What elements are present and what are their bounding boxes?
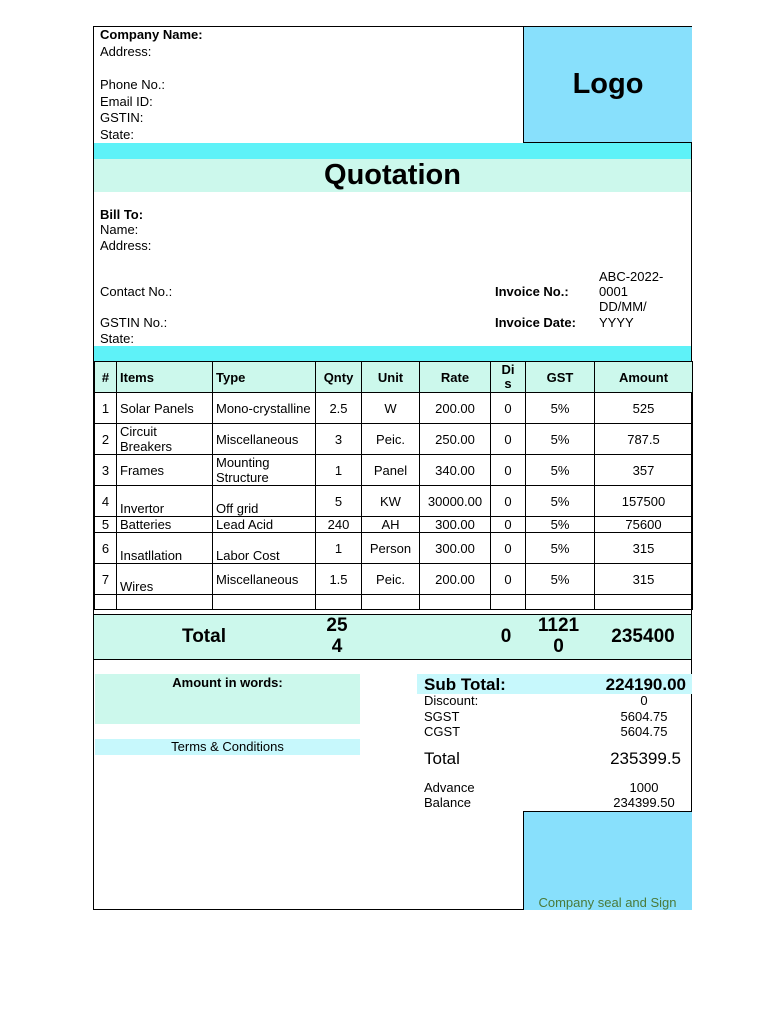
company-state-label: State:	[100, 127, 134, 142]
bill-to-name-label: Name:	[100, 222, 139, 237]
row-item: Circuit Breakers	[117, 424, 213, 455]
row-number: 7	[95, 564, 117, 595]
advance-label: Advance	[424, 780, 475, 795]
row-number: 3	[95, 455, 117, 486]
row-rate: 200.00	[420, 564, 491, 595]
company-name-label: Company Name:	[100, 27, 203, 42]
row-rate: 300.00	[420, 517, 491, 533]
totals-label: Total	[182, 626, 226, 647]
sgst-label: SGST	[424, 709, 460, 724]
invoice-date-line2: YYYY	[599, 315, 634, 330]
row-type: Labor Cost	[213, 533, 316, 564]
row-rate: 340.00	[420, 455, 491, 486]
row-discount: 0	[491, 393, 526, 424]
col-amount-header: Amount	[595, 362, 693, 393]
invoice-number-line1: ABC-2022-	[599, 269, 664, 284]
row-gst: 5%	[526, 455, 595, 486]
row-qty: 3	[316, 424, 362, 455]
col-number-header: #	[95, 362, 117, 393]
logo-placeholder: Logo	[523, 27, 692, 143]
totals-amount: 235400	[611, 626, 675, 647]
row-amount: 357	[595, 455, 693, 486]
bill-to-gstin-label: GSTIN No.:	[100, 315, 168, 330]
row-discount: 0	[491, 486, 526, 517]
balance-label: Balance	[424, 795, 471, 810]
row-discount: 0	[491, 517, 526, 533]
table-top-band	[94, 346, 691, 361]
row-qty: 2.5	[316, 393, 362, 424]
discount-value: 0	[640, 693, 648, 708]
row-discount: 0	[491, 424, 526, 455]
row-gst: 5%	[526, 533, 595, 564]
amount-in-words-box	[95, 674, 360, 724]
row-gst: 5%	[526, 517, 595, 533]
invoice-number-label: Invoice No.:	[495, 284, 569, 299]
row-gst: 5%	[526, 486, 595, 517]
row-rate: 250.00	[420, 424, 491, 455]
balance-value: 234399.50	[613, 795, 675, 810]
row-amount: 315	[595, 564, 693, 595]
company-address-label: Address:	[100, 44, 152, 59]
col-items-header: Items	[117, 362, 213, 393]
subtotal-row	[417, 674, 692, 694]
company-seal-box	[523, 811, 692, 910]
row-qty: 1	[316, 533, 362, 564]
company-email-label: Email ID:	[100, 94, 153, 109]
row-unit: KW	[362, 486, 420, 517]
totals-discount: 0	[500, 626, 512, 647]
row-qty: 1.5	[316, 564, 362, 595]
row-type: Off grid	[213, 486, 316, 517]
totals-row	[94, 614, 691, 660]
company-seal-label: Company seal and Sign	[538, 895, 677, 910]
row-unit: W	[362, 393, 420, 424]
sgst-value: 5604.75	[620, 709, 668, 724]
row-unit: Peic.	[362, 424, 420, 455]
totals-gst-line2: 0	[553, 636, 564, 657]
row-amount: 787.5	[595, 424, 693, 455]
row-item: Batteries	[117, 517, 213, 533]
subtotal-label: Sub Total:	[424, 675, 506, 694]
row-rate: 200.00	[420, 393, 491, 424]
row-rate: 300.00	[420, 533, 491, 564]
totals-qty-line2: 4	[331, 636, 343, 657]
totals-qty-line1: 25	[326, 615, 348, 636]
table-row	[95, 486, 693, 517]
discount-label: Discount:	[424, 693, 479, 708]
row-number: 4	[95, 486, 117, 517]
grand-total-value: 235399.5	[610, 749, 681, 768]
row-unit: Panel	[362, 455, 420, 486]
bill-to-state-label: State:	[100, 331, 134, 346]
row-discount: 0	[491, 533, 526, 564]
row-gst: 5%	[526, 393, 595, 424]
table-row	[95, 424, 693, 455]
col-unit-header: Unit	[362, 362, 420, 393]
col-qnty-header: Qnty	[316, 362, 362, 393]
col-gst-header: GST	[526, 362, 595, 393]
invoice-number-line2: 0001	[599, 284, 628, 299]
row-unit: Peic.	[362, 564, 420, 595]
row-gst: 5%	[526, 564, 595, 595]
terms-conditions-label: Terms & Conditions	[95, 739, 360, 755]
row-unit: Person	[362, 533, 420, 564]
row-type: Miscellaneous	[213, 424, 316, 455]
bill-to-heading: Bill To:	[100, 207, 144, 222]
company-gstin-label: GSTIN:	[100, 110, 144, 125]
quotation-sheet	[93, 26, 692, 910]
row-amount: 525	[595, 393, 693, 424]
row-item: Insatllation	[117, 533, 213, 564]
row-amount: 315	[595, 533, 693, 564]
table-row	[95, 393, 693, 424]
row-item: Solar Panels	[117, 393, 213, 424]
bill-to-contact-label: Contact No.:	[100, 284, 173, 299]
cgst-value: 5604.75	[620, 724, 668, 739]
row-number: 1	[95, 393, 117, 424]
col-rate-header: Rate	[420, 362, 491, 393]
row-discount: 0	[491, 564, 526, 595]
grand-total-label: Total	[424, 749, 460, 768]
row-type: Lead Acid	[213, 517, 316, 533]
bill-to-address-label: Address:	[100, 238, 152, 253]
table-empty-row	[95, 595, 693, 610]
table-header-row	[95, 362, 693, 393]
advance-value: 1000	[629, 780, 659, 795]
row-item: Wires	[117, 564, 213, 595]
subtotal-value: 224190.00	[605, 675, 686, 694]
row-number: 6	[95, 533, 117, 564]
row-rate: 30000.00	[420, 486, 491, 517]
row-type: Miscellaneous	[213, 564, 316, 595]
table-row	[95, 564, 693, 595]
table-row	[95, 533, 693, 564]
amount-in-words-label: Amount in words:	[172, 675, 283, 690]
row-qty: 1	[316, 455, 362, 486]
row-gst: 5%	[526, 424, 595, 455]
row-number: 5	[95, 517, 117, 533]
company-phone-label: Phone No.:	[100, 77, 166, 92]
row-unit: AH	[362, 517, 420, 533]
row-type: Mounting Structure	[213, 455, 316, 486]
cgst-label: CGST	[424, 724, 461, 739]
row-amount: 157500	[595, 486, 693, 517]
row-amount: 75600	[595, 517, 693, 533]
totals-gst-line1: 1121	[537, 615, 580, 636]
header-band	[94, 143, 691, 159]
document-title: Quotation	[94, 159, 691, 192]
items-table	[94, 361, 693, 610]
invoice-date-line1: DD/MM/	[599, 299, 647, 314]
col-discount-header: Di s	[491, 362, 526, 393]
row-qty: 5	[316, 486, 362, 517]
row-type: Mono-crystalline	[213, 393, 316, 424]
col-type-header: Type	[213, 362, 316, 393]
row-item: Frames	[117, 455, 213, 486]
invoice-date-label: Invoice Date:	[495, 315, 576, 330]
row-number: 2	[95, 424, 117, 455]
row-discount: 0	[491, 455, 526, 486]
row-qty: 240	[316, 517, 362, 533]
table-row	[95, 517, 693, 533]
table-row	[95, 455, 693, 486]
row-item: Invertor	[117, 486, 213, 517]
